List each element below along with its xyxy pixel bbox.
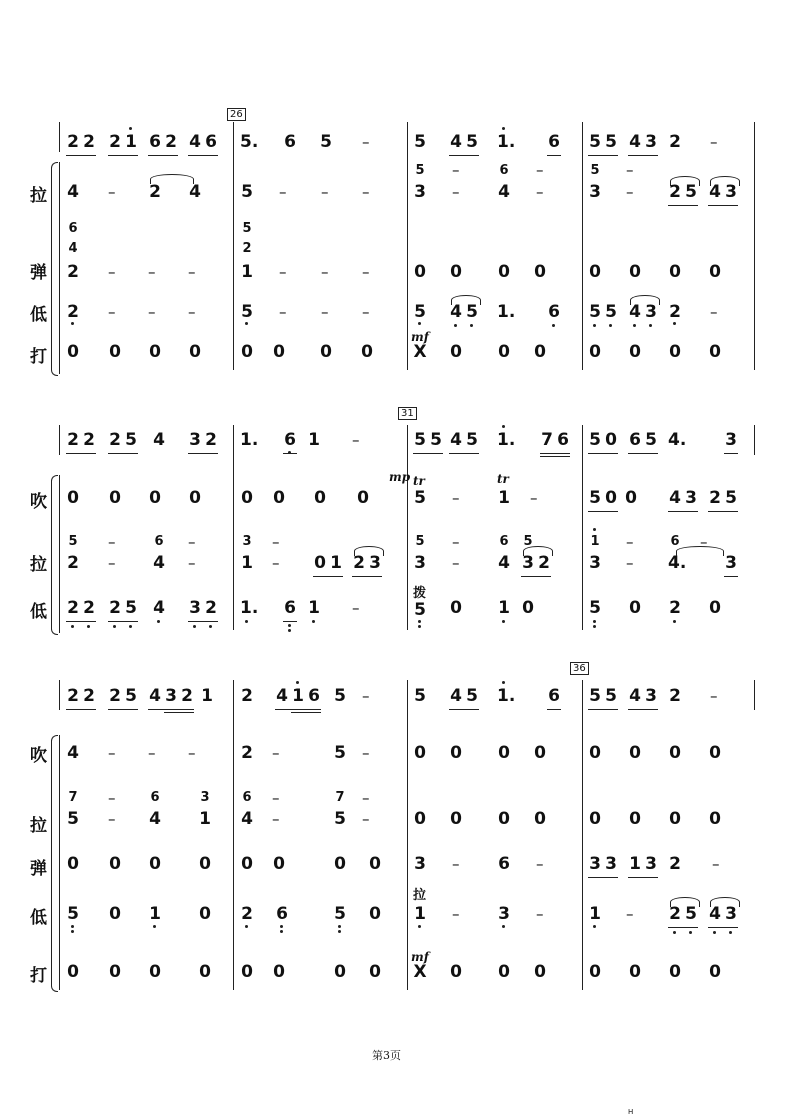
instrument-label-da: 打	[30, 966, 47, 986]
trill-mark: tr	[413, 474, 425, 488]
dynamic-mf: mf	[411, 950, 429, 964]
instrument-label-chui: 吹	[30, 492, 47, 512]
corner-mark: H	[628, 1108, 634, 1116]
trill-mark: tr	[497, 472, 509, 486]
instrument-label-di: 低	[30, 305, 47, 325]
instrument-label-chui: 吹	[30, 746, 47, 766]
instrument-label-di: 低	[30, 602, 47, 622]
instrument-label-la: 拉	[30, 186, 47, 206]
measure-number: 26	[227, 108, 246, 121]
measure-number: 36	[570, 662, 589, 675]
bow-mark: 拉	[413, 888, 427, 903]
dynamic-mp: mp	[389, 470, 411, 484]
dynamic-mf: mf	[411, 330, 429, 344]
instrument-label-la: 拉	[30, 555, 47, 575]
measure-number: 31	[398, 407, 417, 420]
instrument-label-di: 低	[30, 908, 47, 928]
instrument-label-dan: 弹	[30, 859, 47, 879]
instrument-label-dan: 弹	[30, 263, 47, 283]
instrument-label-la: 拉	[30, 816, 47, 836]
instrument-label-da: 打	[30, 347, 47, 367]
page-footer: 第3页	[372, 1049, 401, 1062]
pluck-mark: 拨	[413, 586, 427, 601]
